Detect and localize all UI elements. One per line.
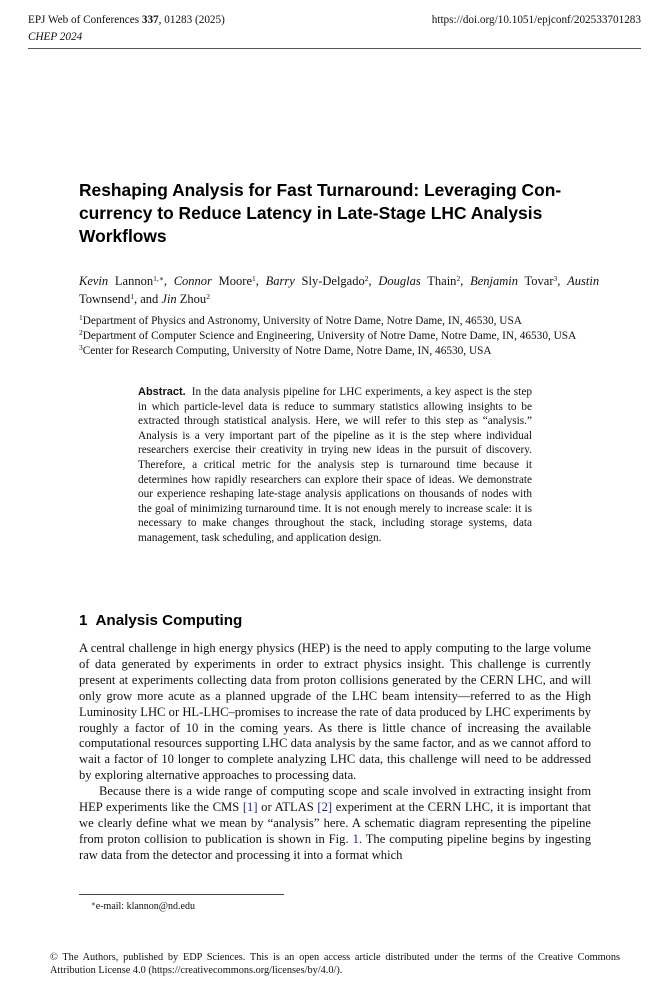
author-name: Kevin Lannon$^{1,∗}$: [79, 274, 164, 288]
author-name: Jin Zhou$^2$: [161, 292, 210, 306]
header-divider: [28, 48, 641, 49]
abstract: [138, 385, 532, 546]
paragraph-1: A central challenge in high energy physics (HEP) is the need to apply computing to the large volume of data generated by experiments in order to extract physics insight. This challenge is currently present at experiments collecting data from proton collisions generated by the CERN LHC, and will only grow more acute as a planned upgrade of the LHC beam intensity—referred to as the High Luminosity LHC or HL-LHC–promises to increase the rate of data produced by LHC experiments by roughly a factor of 10 in the coming years. As there is little chance of increasing the available computational resources supporting LHC data analysis by the same factor, and as we cannot afford to wait a factor of 10 longer to complete analyzing LHC data, this challenge will need to be addressed by exploring alternative approaches to processing data.: [79, 641, 591, 783]
license-notice: © The Authors, published by EDP Sciences. This is an open access article distributed under the terms of the Creative Commons Attribution License 4.0 (https://creativecommons.org/licenses/by/4.0/).: [50, 952, 620, 976]
citation-link-2[interactable]: [2]: [317, 800, 333, 815]
footnote: ∗e-mail: klannon@nd.edu: [91, 900, 195, 912]
author-name: Barry Sly-Delgado$^2$: [265, 274, 369, 288]
citation-link-1[interactable]: [1]: [242, 800, 258, 815]
affiliation-2: $^2$Department of Computer Science and Engineering, University of Notre Dame, Notre Dame, IN, 46530, USA: [79, 328, 577, 342]
author-list: Kevin Lannon$^{1,∗}$, Connor Moore$^1$, Barry Sly-Delgado$^2$, Douglas Thain$^2$, Benjamin Tovar$^3$, Austin Townsend$^1$, and Jin Zhou$^2$: [79, 274, 600, 306]
article-number: , 01283 (2025): [158, 14, 225, 26]
abstract-text: In the data analysis pipeline for LHC experiments, a key aspect is the step in which particle-level data is reduce to summary statistics allowing insights to be extracted through statistical analysis. Here, we will refer to this step as “analysis.” Analysis is a very important part of the pipeline as it is the step where individual researchers exercise their creativity in trying new ideas in the pursuit of discovery. Therefore, a critical metric for the analysis step is turnaround time because it determines how rapidly researchers can explore their space of ideas. We demonstrate our experience reshaping late-stage analysis applications on thousands of nodes with the goal of minimizing turnaround time. It is not enough merely to increase scale: it is necessary to make changes throughout the stack, including storage systems, data management, task scheduling, and application design.: [138, 386, 532, 544]
paragraph-2: Because there is a wide range of computing scope and scale involved in extracting insight from HEP experiments like the CMS [1] or ATLAS [2] experiment at the CERN LHC, it is important that we clearly define what we mean by “analysis” here. A schematic diagram representing the pipeline from proton collision to publication is shown in Fig. 1. The computing pipeline begins by ingesting raw data from the detector and processing it into a format which: [79, 784, 591, 862]
author-name: Austin Townsend$^1$: [79, 274, 600, 306]
author-name: Douglas Thain$^2$: [378, 274, 461, 288]
section-title: Analysis Computing: [95, 612, 243, 629]
paper-title: Reshaping Analysis for Fast Turnaround: Leveraging Con- currency to Reduce Latency in Late-Stage LHC Analysis Workflows: [79, 180, 562, 246]
affiliation-1: $^1$Department of Physics and Astronomy, University of Notre Dame, Notre Dame, IN, 46530, USA: [79, 313, 522, 327]
affiliation-list: [79, 314, 599, 359]
journal-name: EPJ Web of Conferences: [28, 14, 142, 26]
doi-link[interactable]: https://doi.org/10.1051/epjconf/202533701283: [431, 14, 641, 26]
conference-name: CHEP 2024: [28, 31, 83, 43]
author-name: Connor Moore$^1$: [173, 274, 256, 288]
author-name: Benjamin Tovar$^3$: [470, 274, 558, 288]
section-heading: [79, 611, 242, 631]
body-text: [79, 641, 591, 864]
figure-link[interactable]: 1: [352, 831, 359, 846]
journal-citation: [28, 13, 225, 27]
section-number: 1: [79, 612, 88, 629]
footnote-divider: [79, 894, 284, 895]
affiliation-3: $^3$Center for Research Computing, University of Notre Dame, Notre Dame, IN, 46530, USA: [79, 343, 492, 357]
abstract-label: Abstract.: [138, 386, 186, 398]
journal-volume: 337: [141, 14, 159, 26]
